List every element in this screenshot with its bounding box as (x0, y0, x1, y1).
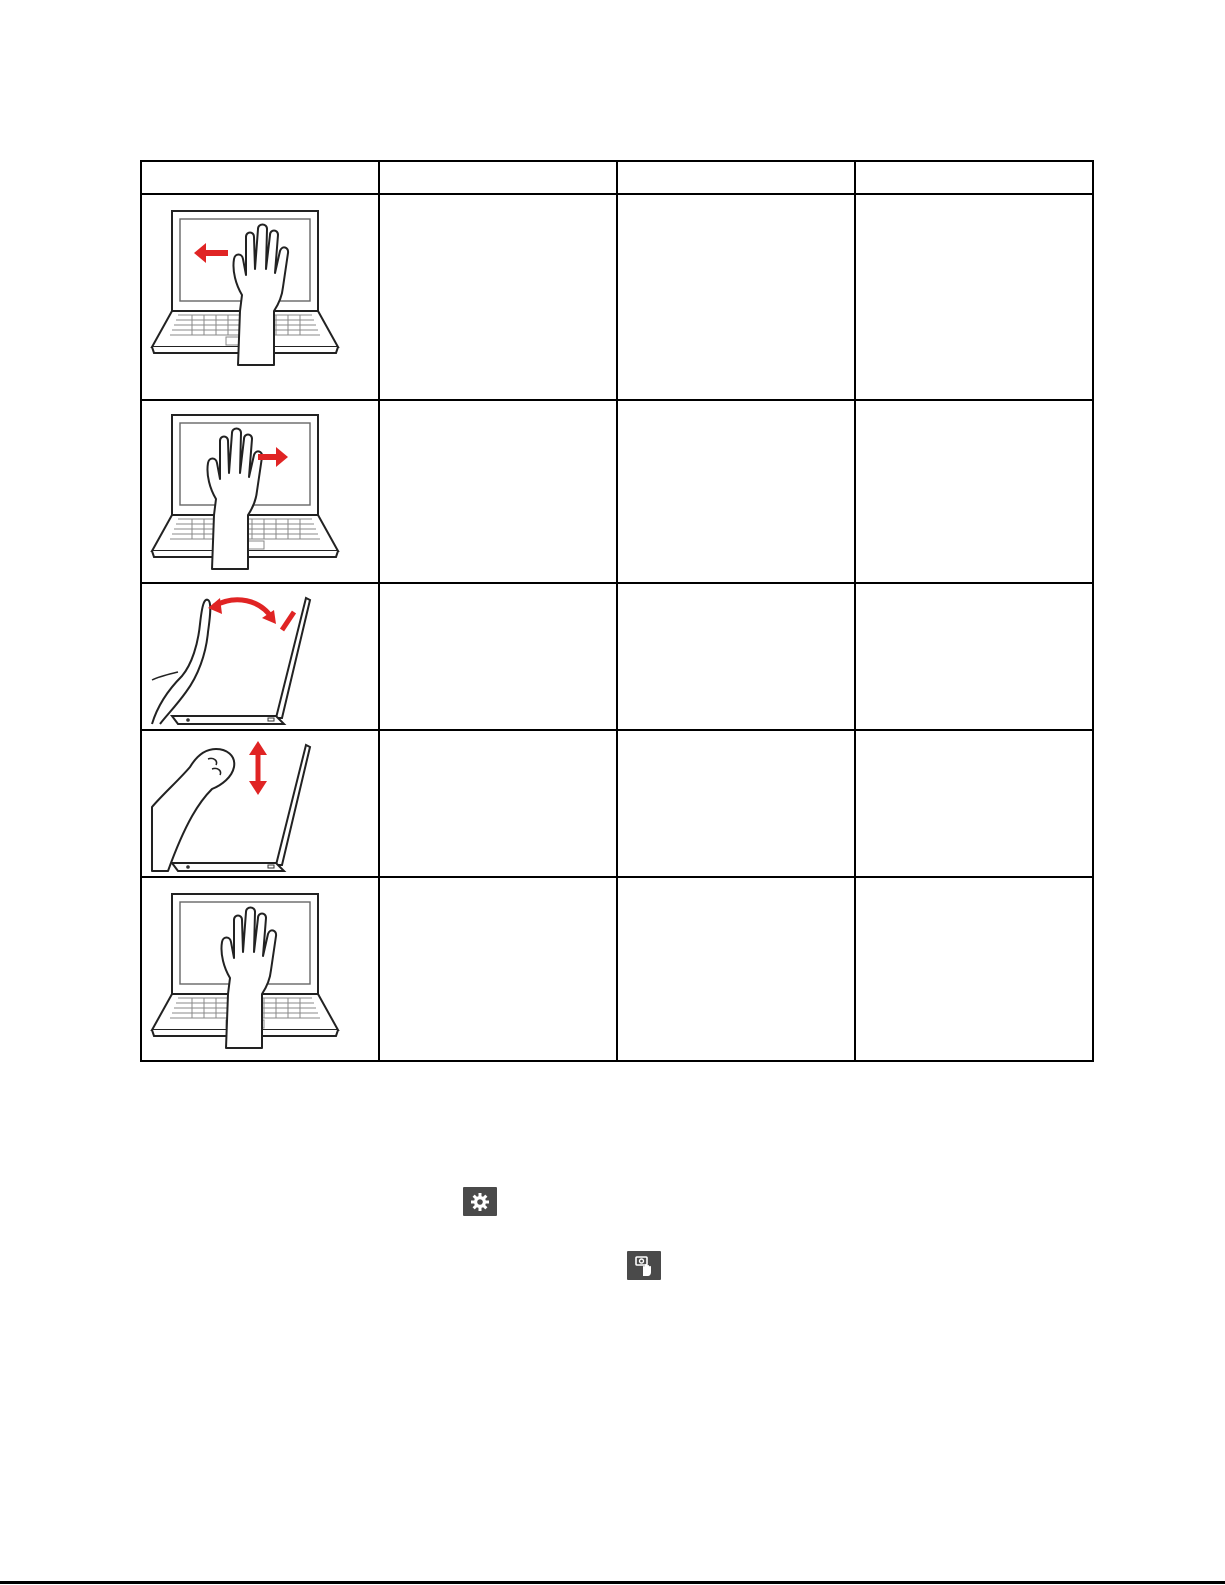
table-cell (617, 730, 855, 877)
table-row (141, 194, 1093, 400)
table-cell (855, 877, 1093, 1061)
camera-hand-gesture-icon (633, 1255, 655, 1277)
illustration-cell (141, 194, 379, 400)
table-cell (379, 400, 617, 583)
header-cell (141, 161, 379, 194)
header-cell (617, 161, 855, 194)
header-cell (855, 161, 1093, 194)
table-row (141, 877, 1093, 1061)
table-cell (379, 583, 617, 730)
table-cell (617, 583, 855, 730)
table-cell (379, 877, 617, 1061)
table-cell (855, 400, 1093, 583)
gear-icon (470, 1192, 490, 1212)
swipe-left-illustration (142, 195, 378, 399)
table-cell (379, 730, 617, 877)
illustration-cell (141, 400, 379, 583)
table-header-row (141, 161, 1093, 194)
illustration-cell (141, 583, 379, 730)
table-cell (617, 877, 855, 1061)
swipe-right-illustration (142, 401, 378, 582)
camera-gesture-icon (627, 1251, 661, 1280)
illustration-cell (141, 730, 379, 877)
open-palm-illustration (142, 878, 378, 1060)
table-cell (617, 400, 855, 583)
settings-gear-icon (463, 1187, 497, 1216)
table-row (141, 730, 1093, 877)
page-bottom-rule (0, 1581, 1225, 1584)
header-cell (379, 161, 617, 194)
table-row (141, 400, 1093, 583)
table-cell (617, 194, 855, 400)
table-cell (855, 583, 1093, 730)
gesture-table (140, 160, 1094, 1062)
table-row (141, 583, 1093, 730)
table-cell (855, 730, 1093, 877)
table-cell (855, 194, 1093, 400)
arc-arrow-icon (214, 600, 272, 618)
fist-up-down-illustration (142, 731, 378, 876)
table-cell (379, 194, 617, 400)
illustration-cell (141, 877, 379, 1061)
palm-wave-illustration (142, 584, 378, 729)
